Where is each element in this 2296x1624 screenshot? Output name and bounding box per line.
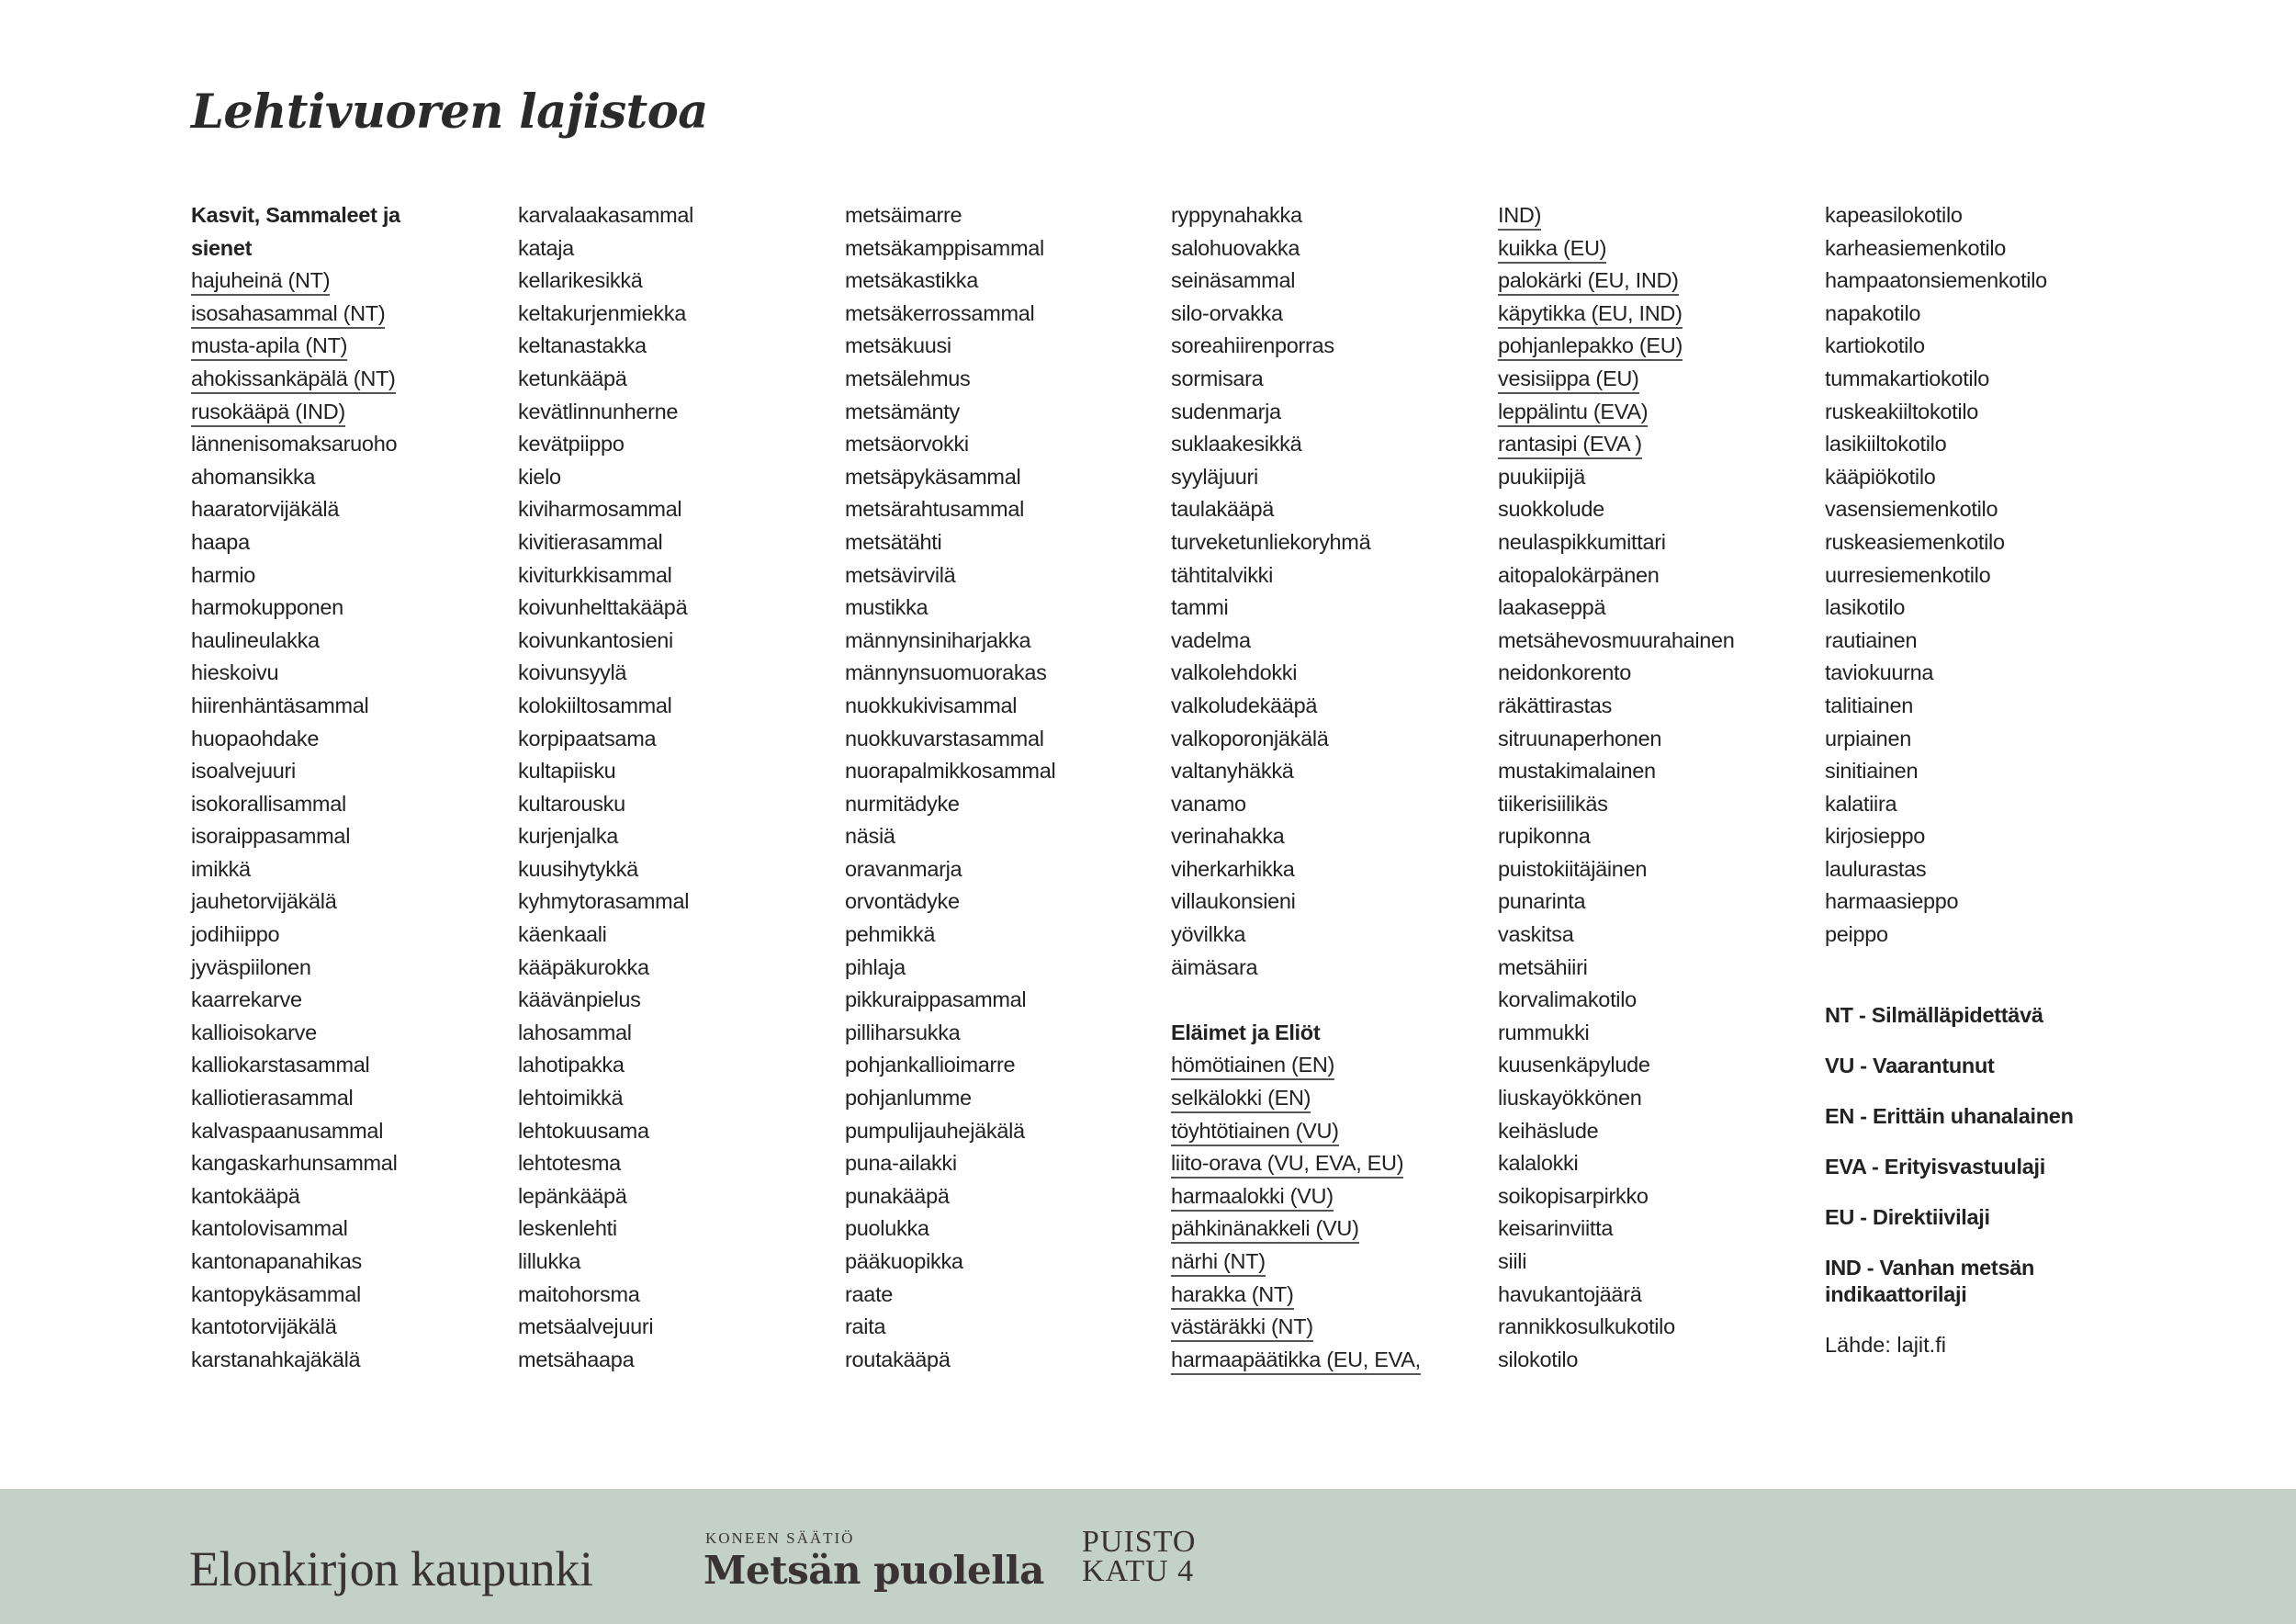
species-item-status [191, 363, 503, 396]
species-item: kyhmytorasammal [518, 889, 690, 914]
species-item: männynsiniharjakka [845, 627, 1031, 652]
species-name: västäräkki (NT) [1171, 1314, 1313, 1342]
species-item: laulurastas [1825, 856, 1927, 881]
species-item: kivitierasammal [518, 529, 663, 554]
species-item: tammi [1171, 595, 1229, 620]
species-item: ketunkääpä [518, 366, 627, 390]
puistokatu-logo [1082, 1525, 1197, 1588]
species-item: ryppynahakka [1171, 203, 1302, 227]
species-item: metsähaapa [518, 1347, 635, 1371]
species-item: imikkä [191, 856, 251, 881]
species-name: isosahasammal (NT) [191, 301, 385, 329]
species-item: rautiainen [1825, 627, 1918, 652]
species-column-2 [518, 199, 830, 1376]
species-item-status [1171, 1279, 1483, 1312]
species-item: pohjankallioimarre [845, 1053, 1016, 1077]
species-item: kevätpiippo [518, 432, 625, 457]
species-item: keltanastakka [518, 333, 647, 358]
species-item: karstanahkajäkälä [191, 1347, 361, 1371]
legend-item: VU - Vaarantunut [1825, 1054, 1995, 1077]
species-item: vasensiemenkotilo [1825, 497, 1998, 522]
species-item: lännenisomaksaruoho [191, 432, 398, 457]
species-item-status [1498, 265, 1810, 298]
species-item-status [1171, 1311, 1483, 1344]
species-item: metsäkuusi [845, 333, 951, 358]
species-item: raita [845, 1314, 886, 1339]
species-item: urpiainen [1825, 726, 1911, 750]
legend-item: IND - Vanhan metsän indikaattorilaji [1825, 1256, 2035, 1306]
species-item: metsämänty [845, 399, 960, 423]
species-name: liito-orava (VU, EVA, EU) [1171, 1151, 1403, 1179]
species-item-status [191, 265, 503, 298]
species-item: jyväspiilonen [191, 954, 311, 979]
species-item: lasikotilo [1825, 595, 1906, 620]
species-item: syyläjuuri [1171, 464, 1258, 489]
species-name: musta-apila (NT) [191, 333, 347, 361]
species-item: tähtitalvikki [1171, 562, 1274, 587]
species-item: metsäalvejuuri [518, 1314, 654, 1339]
species-item: puistokiitäjäinen [1498, 856, 1648, 881]
species-column-1 [191, 199, 503, 1376]
species-item-status [1171, 1246, 1483, 1279]
species-item: siili [1498, 1249, 1527, 1273]
species-item: kirjosieppo [1825, 824, 1926, 849]
species-item: kevätlinnunherne [518, 399, 679, 423]
legend-item: EU - Direktiivilaji [1825, 1205, 1990, 1229]
footer-band [0, 1489, 2296, 1624]
species-name: närhi (NT) [1171, 1249, 1266, 1277]
species-item-status [1498, 199, 1810, 232]
species-item: haaratorvijäkälä [191, 497, 340, 522]
species-item: ruskeakiiltokotilo [1825, 399, 1979, 423]
species-item: kataja [518, 235, 574, 260]
species-name: harakka (NT) [1171, 1282, 1294, 1310]
species-item-status [1498, 232, 1810, 265]
species-item: rummukki [1498, 1020, 1590, 1044]
elonkirjon-logo: Elonkirjon kaupunki [189, 1541, 593, 1596]
species-item: lasikiiltokotilo [1825, 432, 1947, 457]
species-item: kantolovisammal [191, 1216, 348, 1241]
species-item: metsähiiri [1498, 954, 1588, 979]
species-item: metsävirvilä [845, 562, 956, 587]
species-item-status [1498, 428, 1810, 461]
species-item: uurresiemenkotilo [1825, 562, 1991, 587]
species-item: valkolehdokki [1171, 660, 1298, 685]
species-name: palokärki (EU, IND) [1498, 268, 1679, 296]
species-item-status [1498, 330, 1810, 363]
species-item: metsärahtusammal [845, 497, 1025, 522]
species-name: hajuheinä (NT) [191, 268, 330, 296]
species-item: jauhetorvijäkälä [191, 889, 337, 914]
species-item: ruskeasiemenkotilo [1825, 529, 2005, 554]
species-item: kuusihytykkä [518, 856, 638, 881]
species-item: valkoporonjäkälä [1171, 726, 1329, 750]
species-item: valtanyhäkkä [1171, 759, 1294, 784]
species-item: kantokääpä [191, 1183, 300, 1208]
species-item: raate [845, 1281, 894, 1306]
legend-item: NT - Silmälläpidettävä [1825, 1003, 2043, 1027]
section-heading: sienet [191, 235, 253, 260]
species-item: silokotilo [1498, 1347, 1579, 1371]
species-item: keisarinviitta [1498, 1216, 1614, 1241]
species-item: kiviturkkisammal [518, 562, 672, 587]
species-item: metsäorvokki [845, 432, 969, 457]
species-item: pohjanlumme [845, 1086, 972, 1111]
species-item: sudenmarja [1171, 399, 1281, 423]
species-item: vaskitsa [1498, 922, 1574, 947]
species-item: punarinta [1498, 889, 1586, 914]
species-item: lepänkääpä [518, 1183, 627, 1208]
species-item: pilliharsukka [845, 1020, 961, 1044]
species-item: käenkaali [518, 922, 607, 947]
species-item: harmokupponen [191, 595, 343, 620]
species-item: mustakimalainen [1498, 759, 1656, 784]
legend-item: EN - Erittäin uhanalainen [1825, 1104, 2074, 1128]
species-item: kellarikesikkä [518, 268, 643, 293]
species-item: koivunsyylä [518, 660, 627, 685]
species-item: ahomansikka [191, 464, 316, 489]
species-name: harmaapäätikka (EU, EVA, [1171, 1348, 1421, 1375]
species-item-status [1171, 1147, 1483, 1180]
species-item: routakääpä [845, 1347, 951, 1371]
species-item: rannikkosulkukotilo [1498, 1314, 1675, 1339]
species-item-status [1171, 1115, 1483, 1148]
species-item: maitohorsma [518, 1281, 640, 1306]
species-item: kallioisokarve [191, 1020, 317, 1044]
species-item-status [191, 298, 503, 331]
species-item: nurmitädyke [845, 791, 960, 816]
species-item: kultarousku [518, 791, 625, 816]
species-item: kangaskarhunsammal [191, 1151, 398, 1176]
species-name: IND) [1498, 203, 1541, 231]
section-heading: Kasvit, Sammaleet ja [191, 203, 400, 227]
species-item: aitopalokärpänen [1498, 562, 1660, 587]
species-item: soikopisarpirkko [1498, 1183, 1649, 1208]
species-item: sitruunaperhonen [1498, 726, 1662, 750]
species-item: punakääpä [845, 1183, 950, 1208]
species-item-status [1171, 1049, 1483, 1082]
species-item: villaukonsieni [1171, 889, 1296, 914]
species-item: räkättirastas [1498, 693, 1613, 717]
species-item: kalatiira [1825, 791, 1897, 816]
species-name: ahokissankäpälä (NT) [191, 367, 396, 394]
species-item: sormisara [1171, 366, 1264, 390]
species-name: rantasipi (EVA ) [1498, 432, 1642, 459]
species-item: kantonapanahikas [191, 1249, 362, 1273]
species-item: harmaasieppo [1825, 889, 1959, 914]
species-item: karheasiemenkotilo [1825, 235, 2007, 260]
species-item: lehtokuusama [518, 1118, 649, 1143]
species-item: nuokkukivisammal [845, 693, 1018, 717]
species-item: valkoludekääpä [1171, 693, 1318, 717]
species-item: verinahakka [1171, 824, 1285, 849]
species-item: keltakurjenmiekka [518, 300, 686, 325]
species-item: korvalimakotilo [1498, 987, 1637, 1012]
species-item: metsäkamppisammal [845, 235, 1044, 260]
species-item: kalliokarstasammal [191, 1053, 370, 1077]
species-item: taulakääpä [1171, 497, 1274, 522]
species-item: tiikerisiilikäs [1498, 791, 1608, 816]
species-item: soreahiirenporras [1171, 333, 1334, 358]
species-name: töyhtötiainen (VU) [1171, 1119, 1339, 1146]
species-item: haapa [191, 529, 250, 554]
species-item: kalalokki [1498, 1151, 1579, 1176]
species-item: mustikka [845, 595, 929, 620]
species-name: harmaalokki (VU) [1171, 1184, 1334, 1212]
species-item: kiviharmosammal [518, 497, 682, 522]
species-item: tummakartiokotilo [1825, 366, 1990, 390]
species-item: kultapiisku [518, 759, 616, 784]
species-name: selkälokki (EN) [1171, 1086, 1311, 1113]
species-item: kielo [518, 464, 561, 489]
species-item: metsäkerrossammal [845, 300, 1035, 325]
species-item-status [1171, 1082, 1483, 1115]
species-item: metsätähti [845, 529, 942, 554]
species-name: käpytikka (EU, IND) [1498, 301, 1683, 329]
species-item: laakaseppä [1498, 595, 1606, 620]
legend-item: EVA - Erityisvastuulaji [1825, 1155, 2045, 1179]
species-item: metsälehmus [845, 366, 971, 390]
species-item: havukantojäärä [1498, 1281, 1642, 1306]
species-item: orvontädyke [845, 889, 960, 914]
status-legend [1825, 1002, 2119, 1359]
species-item: koivunkantosieni [518, 627, 673, 652]
species-item: lillukka [518, 1249, 581, 1273]
species-item: kääpäkurokka [518, 954, 649, 979]
species-item: isoalvejuuri [191, 759, 296, 784]
species-item: männynsuomuorakas [845, 660, 1047, 685]
species-item: kääpiökotilo [1825, 464, 1936, 489]
species-item: huopaohdake [191, 726, 320, 750]
species-name: rusokääpä (IND) [191, 400, 345, 427]
species-item: lahotipakka [518, 1053, 625, 1077]
species-item: leskenlehti [518, 1216, 617, 1241]
species-item: seinäsammal [1171, 268, 1296, 293]
species-item: isoraippasammal [191, 824, 351, 849]
puistokatu-line1: PUISTO [1082, 1525, 1197, 1559]
species-name: leppälintu (EVA) [1498, 400, 1648, 427]
species-item: käävänpielus [518, 987, 641, 1012]
species-item: puukiipijä [1498, 464, 1585, 489]
species-item: salohuovakka [1171, 235, 1300, 260]
species-item: metsäpykäsammal [845, 464, 1021, 489]
species-item: hampaatonsiemenkotilo [1825, 268, 2047, 293]
spacer [1171, 984, 1483, 1017]
species-name: kuikka (EU) [1498, 236, 1606, 264]
species-item: nuokkuvarstasammal [845, 726, 1044, 750]
species-name: pohjanlepakko (EU) [1498, 333, 1683, 361]
species-item: turveketunliekoryhmä [1171, 529, 1371, 554]
species-item: napakotilo [1825, 300, 1921, 325]
species-item: sinitiainen [1825, 759, 1919, 784]
species-item: kaarrekarve [191, 987, 302, 1012]
species-item: peippo [1825, 922, 1888, 947]
species-name: hömötiainen (EN) [1171, 1053, 1334, 1080]
species-item: suokkolude [1498, 497, 1604, 522]
species-item: koivunhelttakääpä [518, 595, 688, 620]
species-column-6 [1825, 199, 2137, 952]
species-item: kuusenkäpylude [1498, 1053, 1650, 1077]
section-heading: Eläimet ja Eliöt [1171, 1020, 1321, 1044]
species-item: talitiainen [1825, 693, 1913, 717]
species-item: pihlaja [845, 954, 906, 979]
species-item: neidonkorento [1498, 660, 1632, 685]
species-item: vanamo [1171, 791, 1246, 816]
species-item-status [1171, 1344, 1483, 1377]
species-item: isokorallisammal [191, 791, 346, 816]
species-item-status [1498, 396, 1810, 429]
species-name: pähkinänakkeli (VU) [1171, 1216, 1359, 1244]
species-item: viherkarhikka [1171, 856, 1295, 881]
species-item: äimäsara [1171, 954, 1258, 979]
species-item: neulaspikkumittari [1498, 529, 1666, 554]
species-item: metsäimarre [845, 203, 962, 227]
species-item: haulineulakka [191, 627, 320, 652]
puistokatu-line2: KATU 4 [1082, 1554, 1195, 1588]
species-item: jodihiippo [191, 922, 280, 947]
species-item: pumpulijauhejäkälä [845, 1118, 1025, 1143]
species-item: hiirenhäntäsammal [191, 693, 369, 717]
species-item: kantopykäsammal [191, 1281, 361, 1306]
species-item: puna-ailakki [845, 1151, 957, 1176]
species-item-status [191, 330, 503, 363]
species-item-status [1171, 1212, 1483, 1246]
species-name: vesisiippa (EU) [1498, 367, 1639, 394]
species-item: puolukka [845, 1216, 929, 1241]
species-item: keihäslude [1498, 1118, 1599, 1143]
species-item: kalliotierasammal [191, 1086, 354, 1111]
species-item: rupikonna [1498, 824, 1591, 849]
species-item: suklaakesikkä [1171, 432, 1302, 457]
species-item: taviokuurna [1825, 660, 1934, 685]
species-item-status [1171, 1180, 1483, 1213]
page-title: Lehtivuoren lajistoa [191, 85, 708, 140]
species-item: pehmikkä [845, 922, 936, 947]
species-item: kalvaspaanusammal [191, 1118, 384, 1143]
species-item: liuskayökkönen [1498, 1086, 1642, 1111]
species-item: korpipaatsama [518, 726, 657, 750]
species-item-status [191, 396, 503, 429]
species-item: karvalaakasammal [518, 203, 694, 227]
species-item: pikkuraippasammal [845, 987, 1027, 1012]
metsan-puolella-logo: Metsän puolella [703, 1548, 1044, 1593]
species-column-3 [845, 199, 1157, 1376]
species-item: kurjenjalka [518, 824, 619, 849]
species-item: kartiokotilo [1825, 333, 1925, 358]
species-item: hieskoivu [191, 660, 279, 685]
species-column-5 [1498, 199, 1810, 1376]
species-item: kantotorvijäkälä [191, 1314, 337, 1339]
species-item: lehtoimikkä [518, 1086, 624, 1111]
species-item: metsähevosmuurahainen [1498, 627, 1735, 652]
species-column-4 [1171, 199, 1483, 1376]
species-item: oravanmarja [845, 856, 962, 881]
species-item: kapeasilokotilo [1825, 203, 1963, 227]
species-item: lahosammal [518, 1020, 632, 1044]
species-item-status [1498, 363, 1810, 396]
species-item: harmio [191, 562, 256, 587]
species-item: nuorapalmikkosammal [845, 759, 1056, 784]
species-item: yövilkka [1171, 922, 1246, 947]
species-item: vadelma [1171, 627, 1251, 652]
species-item: pääkuopikka [845, 1249, 963, 1273]
species-item-status [1498, 298, 1810, 331]
species-item: kolokiiltosammal [518, 693, 672, 717]
species-item: lehtotesma [518, 1151, 621, 1176]
species-item: näsiä [845, 824, 895, 849]
species-item: metsäkastikka [845, 268, 978, 293]
source-note: Lähde: lajit.fi [1825, 1333, 1946, 1357]
species-item: silo-orvakka [1171, 300, 1283, 325]
koneen-saatio-label: KONEEN SÄÄTIÖ [705, 1529, 855, 1547]
